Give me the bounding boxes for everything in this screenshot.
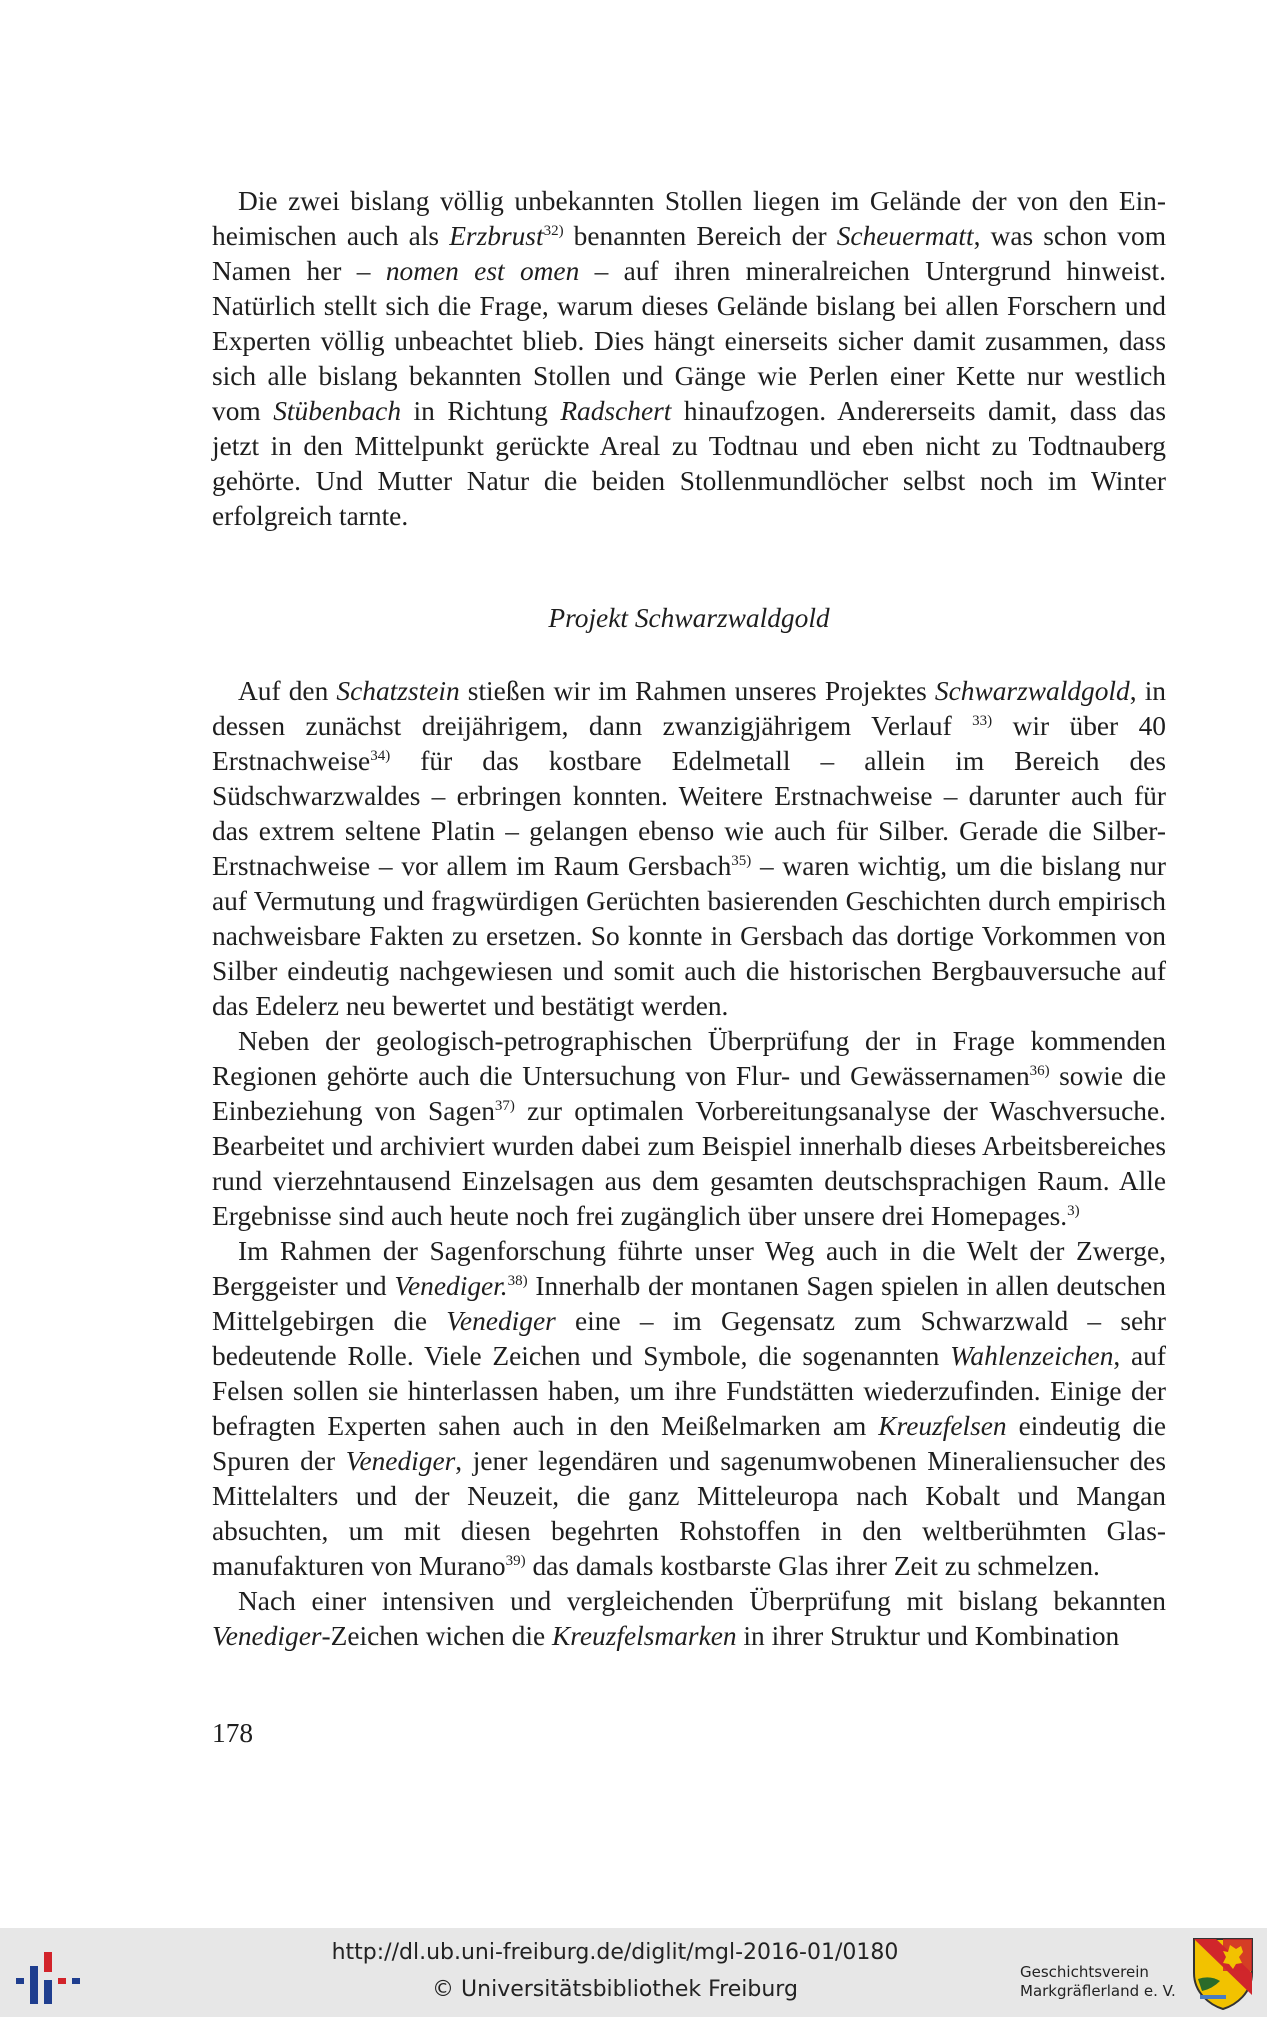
text-run: benannten Bereich der <box>563 221 837 251</box>
text-run: sowie die Einbeziehung von Sagen <box>212 1061 1166 1126</box>
page-number: 178 <box>212 1718 254 1748</box>
italic-term: Schwarzwaldgold <box>934 676 1130 706</box>
footnote-marker: 36) <box>1029 1062 1050 1079</box>
society-line-1: Geschichtsverein <box>1020 1963 1149 1981</box>
footnote-marker: 3) <box>1067 1202 1080 1219</box>
text-run: , was schon vom Namen her – <box>212 221 1167 286</box>
paragraph-3 <box>212 1024 1166 1234</box>
footer-copyright: © Universitätsbibliothek Freiburg <box>432 1977 798 2002</box>
text-run: Im Rahmen der Sagenforschung führte unser Weg auch in die Welt der Zwerge, Berggeister und <box>212 1236 1166 1301</box>
text-run: , auf Felsen sollen sie hinterlassen haben, um ihre Fundstätten wiederzufinden. Einige der befragten Experten sahen auch in den Meißelmarken am <box>212 1341 1166 1441</box>
italic-term: Scheuermatt <box>836 221 974 251</box>
italic-term: Erzbrust <box>449 221 544 251</box>
text-run: Die zwei bislang völlig unbekannten Stollen liegen im Gelände der von den Einheimischen auch als <box>212 186 1166 251</box>
text-run: Auf den <box>238 676 337 706</box>
italic-term: Wahlenzeichen <box>950 1341 1114 1371</box>
italic-term: Stübenbach <box>273 396 402 426</box>
text-run: -Zeichen wichen die <box>321 1621 552 1651</box>
italic-term: Venediger. <box>394 1271 508 1301</box>
paragraph-4 <box>212 1234 1166 1584</box>
text-run: eine – im Gegensatz zum Schwarzwald – sehr bedeutende Rolle. Viele Zeichen und Symbole, die sogenannten <box>212 1306 1166 1371</box>
footnote-marker: 37) <box>494 1097 515 1114</box>
italic-term: Radschert <box>560 396 672 426</box>
italic-term: Venediger <box>212 1621 322 1651</box>
italic-term: Kreuzfelsen <box>878 1411 1007 1441</box>
coat-of-arms-icon <box>1190 1935 1256 2011</box>
italic-term: Schatzstein <box>336 676 460 706</box>
ub-freiburg-logo-icon <box>14 1942 84 2004</box>
text-run: hinaufzogen. Andererseits damit, dass das jetzt in den Mittelpunkt gerückte Areal zu Todtnau und eben nicht zu Todtnauberg gehörte. Und Mutter Natur die beiden Stollenmundlöcher selbst noch im Winter erfolgreich tarnte. <box>212 396 1166 531</box>
text-run: in ihrer Struktur und Kombination <box>736 1621 1120 1651</box>
text-run: das damals kostbarste Glas ihrer Zeit zu schmelzen. <box>525 1551 1100 1581</box>
paragraph-5 <box>212 1584 1166 1654</box>
footnote-marker: 35) <box>731 852 752 869</box>
footnote-marker: 38) <box>507 1272 528 1289</box>
footer-url-link[interactable]: http://dl.ub.uni-freiburg.de/diglit/mgl-2016-01/0180 <box>331 1940 899 1965</box>
italic-term: nomen est omen <box>385 256 580 286</box>
text-run: stießen wir im Rahmen unseres Projektes <box>459 676 935 706</box>
italic-term: Venediger <box>345 1446 456 1476</box>
paragraph-2 <box>212 674 1166 1024</box>
footer-society-name <box>1020 1963 1176 2001</box>
text-run: – auf ihren mineralreichen Untergrund hinweist. Natürlich stellt sich die Frage, warum dieses Gelände bislang bei allen Forschern und Experten völlig unbeachtet blieb. Dies hängt einerseits sicher damit zusammen, dass sich alle bislang bekannten Stollen und Gänge wie Perlen einer Kette nur westlich vom <box>212 256 1166 426</box>
footer-bar <box>0 1928 1267 2017</box>
text-run: zur optimalen Vorbereitungsanalyse der Waschversuche. Bearbeitet und archiviert wurden dabei zum Beispiel innerhalb dieses Arbeitsbereiches rund vierzehntausend Einzelsagen aus dem gesamten deutschsprachigen Raum. Alle Ergebnisse sind auch heute noch frei zugänglich über unsere drei Homepages. <box>212 1096 1166 1231</box>
society-line-2: Markgräflerland e. V. <box>1020 1982 1176 2000</box>
italic-term: Venediger <box>446 1306 556 1336</box>
footnote-marker: 32) <box>543 222 564 239</box>
text-run: , jener legendären und sagenumwobenen Mineraliensucher des Mittelalters und der Neuzeit, die ganz Mitteleuropa nach Kobalt und Mangan absuchten, um mit diesen begehrten Rohstoffen in den weltberühmten Glasmanufakturen von Murano <box>212 1446 1166 1581</box>
text-run: wir über 40 Erstnachweise <box>212 711 1166 776</box>
text-run: Innerhalb der montanen Sagen spielen in allen deutschen Mittelgebirgen die <box>212 1271 1167 1336</box>
section-title: Projekt Schwarzwaldgold <box>548 603 830 633</box>
footnote-marker: 34) <box>370 747 391 764</box>
footnote-marker: 33) <box>972 712 993 729</box>
text-run: – waren wichtig, um die bislang nur auf Vermutung und fragwürdigen Gerüchten basierenden Geschichten durch empirisch nachweisbare Fakten zu ersetzen. So konnte in Gersbach das dortige Vorkommen von Silber eindeutig nachgewiesen und somit auch die historischen Bergbauversuche auf das Edelerz neu bewertet und bestätigt werden. <box>212 851 1166 1021</box>
text-run: eindeutig die Spuren der <box>212 1411 1166 1476</box>
footnote-marker: 39) <box>505 1552 526 1569</box>
text-run: , in dessen zunächst dreijährigem, dann zwanzigjährigem Verlauf <box>212 676 1166 741</box>
page-text <box>212 184 1167 1651</box>
text-run: Neben der geologisch-petrographischen Überprüfung der in Frage kommenden Regionen gehörte auch die Untersuchung von Flur- und Gewässernamen <box>212 1026 1166 1091</box>
italic-term: Kreuzfelsmarken <box>551 1621 737 1651</box>
text-run: für das kostbare Edelmetall – allein im Bereich des Südschwarzwaldes – erbringen konnten. Weitere Erstnachweise – darunter auch für das extrem seltene Platin – gelangen ebenso wie auch für Silber. Gerade die Silber-Erstnachweise – vor allem im Raum Gersbach <box>212 746 1166 881</box>
text-run: Nach einer intensiven und vergleichenden Überprüfung mit bislang bekannten <box>238 1586 1166 1616</box>
paragraph-1 <box>212 184 1166 534</box>
section-body <box>212 674 1166 1654</box>
text-run: in Richtung <box>401 396 561 426</box>
